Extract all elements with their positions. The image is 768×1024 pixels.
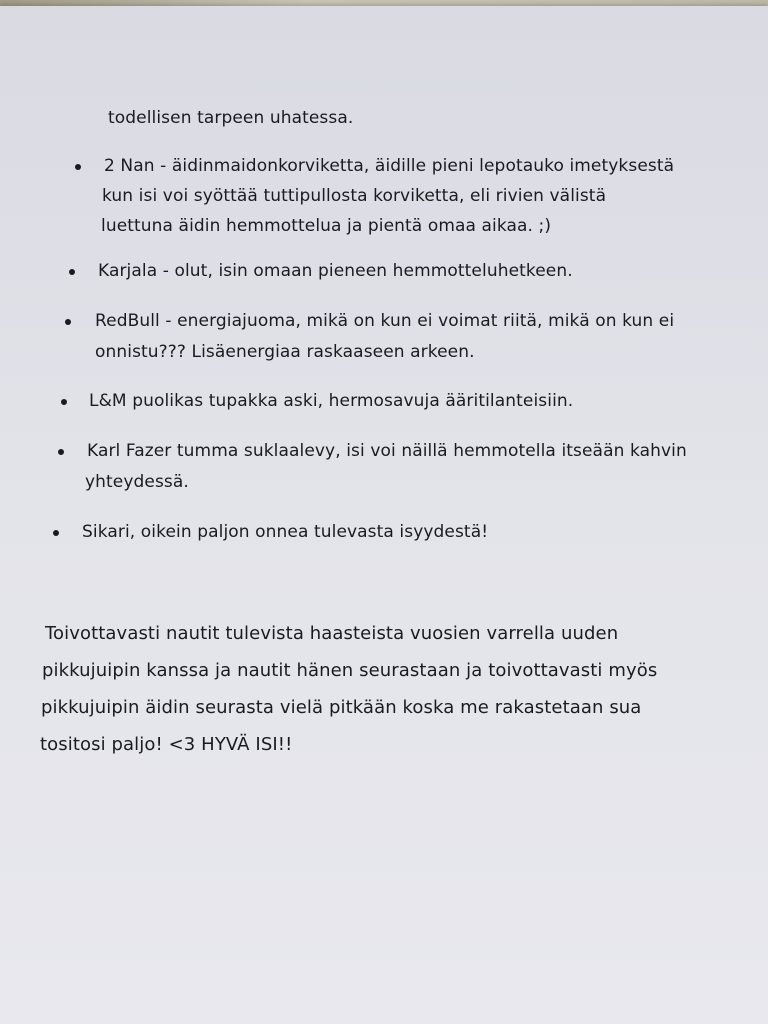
bullet-marker: [53, 530, 59, 536]
bullet-1-line-2: kun isi voi syöttää tuttipullosta korviketta, eli rivien välistä: [102, 186, 607, 206]
bullet-marker: [65, 319, 71, 325]
bullet-marker: [58, 449, 64, 455]
bullet-5-line-1: Karl Fazer tumma suklaalevy, isi voi näillä hemmotella itseään kahvin: [87, 441, 687, 461]
closing-line-3: pikkujuipin äidin seurasta vielä pitkään koska me rakastetaan sua: [41, 697, 642, 718]
bullet-1-line-1: 2 Nan - äidinmaidonkorviketta, äidille pieni lepotauko imetyksestä: [104, 156, 675, 176]
bullet-2-line-1: Karjala - olut, isin omaan pieneen hemmotteluhetkeen.: [98, 261, 573, 281]
paper-sheet: [0, 6, 768, 1024]
closing-line-4: tositosi paljo! <3 HYVÄ ISI!!: [40, 734, 293, 755]
bullet-marker: [61, 399, 67, 405]
bullet-3-line-2: onnistu??? Lisäenergiaa raskaaseen arkeen.: [95, 342, 475, 362]
closing-line-2: pikkujuipin kanssa ja nautit hänen seurastaan ja toivottavasti myös: [42, 660, 658, 681]
bullet-5-line-2: yhteydessä.: [85, 472, 189, 492]
bullet-3-line-1: RedBull - energiajuoma, mikä on kun ei voimat riitä, mikä on kun ei: [95, 311, 675, 331]
continuation-line: todellisen tarpeen uhatessa.: [108, 108, 354, 128]
bullet-6-line-1: Sikari, oikein paljon onnea tulevasta isyydestä!: [82, 522, 489, 542]
closing-line-1: Toivottavasti nautit tulevista haasteista vuosien varrella uuden: [45, 623, 619, 644]
bullet-marker: [69, 269, 75, 275]
bullet-1-line-3: luettuna äidin hemmottelua ja pientä omaa aikaa. ;): [101, 216, 552, 236]
bullet-marker: [75, 164, 81, 170]
bullet-4-line-1: L&M puolikas tupakka aski, hermosavuja ääritilanteisiin.: [89, 391, 574, 411]
